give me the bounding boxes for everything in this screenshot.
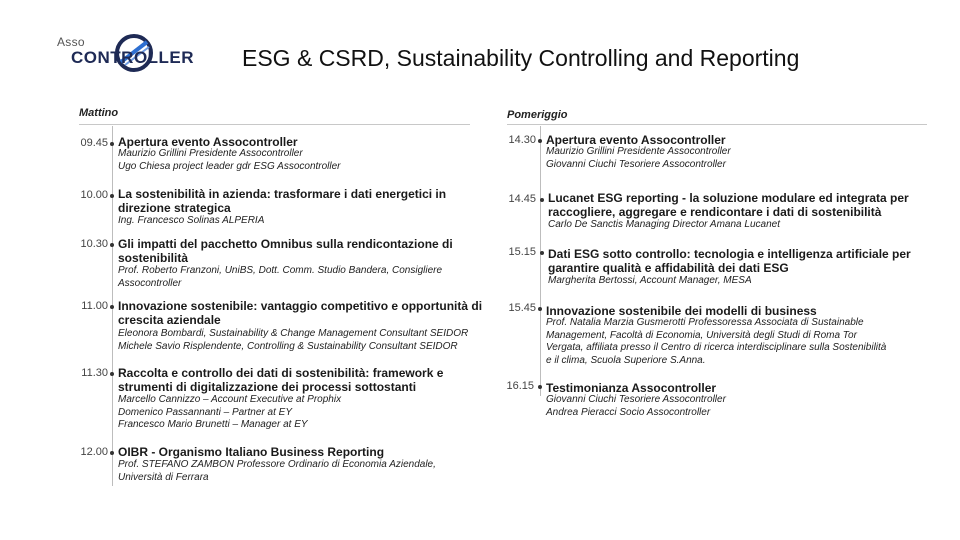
item-speakers: [118, 148, 341, 173]
speaker: Andrea Pieracci Socio Assocontroller: [546, 406, 711, 418]
speaker: Margherita Bertossi, Account Manager, MESA: [548, 275, 752, 286]
item-speakers: [118, 394, 341, 432]
assocontroller-logo: [55, 32, 200, 74]
logo-brand-text: CONTROLLER: [71, 48, 195, 67]
speaker: Ugo Chiesa project leader gdr ESG Assocontroller: [118, 160, 341, 172]
bullet-dot-icon: [110, 305, 114, 309]
bullet-dot-icon: [538, 307, 542, 311]
bullet-dot-icon: [540, 198, 544, 202]
item-title: Dati ESG sotto controllo: tecnologia e intelligenza artificiale per garantire qualità e affidabilità dei dati ESG: [548, 247, 911, 275]
bullet-dot-icon: [538, 139, 542, 143]
morning-heading: Mattino: [79, 107, 119, 119]
item-time: 15.15: [508, 246, 536, 258]
speaker: Prof. Roberto Franzoni, UniBS, Dott. Comm. Studio Bandera, Consigliere Assocontroller: [118, 265, 443, 289]
item-time: 11.30: [81, 367, 108, 379]
item-title: Innovazione sostenibile: vantaggio competitivo e opportunità di crescita aziendale: [118, 299, 483, 327]
speaker: Maurizio Grillini Presidente Assocontroller: [546, 146, 731, 157]
item-title: Lucanet ESG reporting - la soluzione modulare ed integrata per raccogliere, aggregare e rendicontare i dati di sostenibilità: [548, 191, 909, 219]
item-title: La sostenibilità in azienda: trasformare i dati energetici in direzione strategica: [118, 187, 447, 215]
speaker: Giovanni Ciuchi Tesoriere Assocontroller: [546, 394, 726, 405]
speaker: Michele Savio Risplendente, Controlling & Sustainability Consultant SEIDOR: [118, 340, 458, 352]
speaker: Prof. STEFANO ZAMBON Professore Ordinario di Economia Aziendale, Università di Ferrara: [118, 459, 436, 483]
afternoon-timeline: [540, 126, 541, 396]
item-speakers: [118, 459, 463, 484]
bullet-dot-icon: [110, 451, 114, 455]
item-speakers: [548, 219, 780, 232]
item-speakers: [546, 317, 891, 367]
afternoon-heading: Pomeriggio: [507, 109, 568, 121]
speaker: Giovanni Ciuchi Tesoriere Assocontroller: [546, 158, 726, 170]
item-title: Apertura evento Assocontroller: [118, 135, 298, 149]
item-time: 10.00: [80, 189, 108, 201]
bullet-dot-icon: [538, 385, 542, 389]
item-title: Gli impatti del pacchetto Omnibus sulla rendicontazione di sostenibilità: [118, 237, 453, 265]
item-time: 10.30: [80, 238, 108, 250]
item-title: Raccolta e controllo dei dati di sostenibilità: framework e strumenti di digitalizzazione dei processi sottostanti: [118, 366, 444, 394]
item-title: Testimonianza Assocontroller: [546, 381, 717, 395]
speaker: Carlo De Sanctis Managing Director Amana Lucanet: [548, 219, 780, 230]
item-time: 11.00: [81, 300, 108, 312]
item-time: 09.45: [80, 137, 108, 149]
bullet-dot-icon: [110, 243, 114, 247]
afternoon-divider: [507, 124, 927, 125]
item-time: 15.45: [508, 302, 536, 314]
item-title: Apertura evento Assocontroller: [546, 133, 726, 147]
bullet-dot-icon: [110, 142, 114, 146]
item-speakers: [118, 265, 468, 290]
speaker: Maurizio Grillini Presidente Assocontroller: [118, 148, 303, 159]
speaker: Prof. Natalia Marzia Gusmerotti Professoressa Associata di Sustainable Management, Facoltà di Economia, Università degli Studi di Roma Tor Vergata, affiliata presso il Centro di ricerca interdisciplinare sulla Sostenibilità e il clima, Scuola Superiore S.Anna.: [546, 317, 887, 366]
item-speakers: [546, 394, 726, 419]
item-speakers: [118, 328, 468, 353]
morning-divider: [79, 124, 470, 125]
item-time: 14.45: [508, 193, 536, 205]
item-speakers: [548, 275, 752, 288]
bullet-dot-icon: [110, 194, 114, 198]
item-speakers: [118, 215, 264, 228]
item-title: OIBR - Organismo Italiano Business Reporting: [118, 445, 385, 459]
speaker: Ing. Francesco Solinas ALPERIA: [118, 215, 265, 226]
item-time: 12.00: [80, 446, 108, 458]
item-time: 14.30: [508, 134, 536, 146]
speaker: Francesco Mario Brunetti – Manager at EY: [118, 419, 308, 430]
item-time: 16.15: [506, 380, 534, 392]
speaker: Domenico Passannanti – Partner at EY: [118, 406, 292, 418]
page-title: ESG & CSRD, Sustainability Controlling and Reporting: [242, 45, 800, 71]
bullet-dot-icon: [540, 251, 544, 255]
speaker: Marcello Cannizzo – Account Executive at Prophix: [118, 394, 342, 405]
item-speakers: [546, 146, 731, 171]
logo-asso-text: Asso: [57, 35, 85, 49]
speaker: Eleonora Bombardi, Sustainability & Change Management Consultant SEIDOR: [118, 328, 469, 339]
bullet-dot-icon: [110, 372, 114, 376]
item-title: Innovazione sostenibile dei modelli di business: [546, 304, 817, 318]
